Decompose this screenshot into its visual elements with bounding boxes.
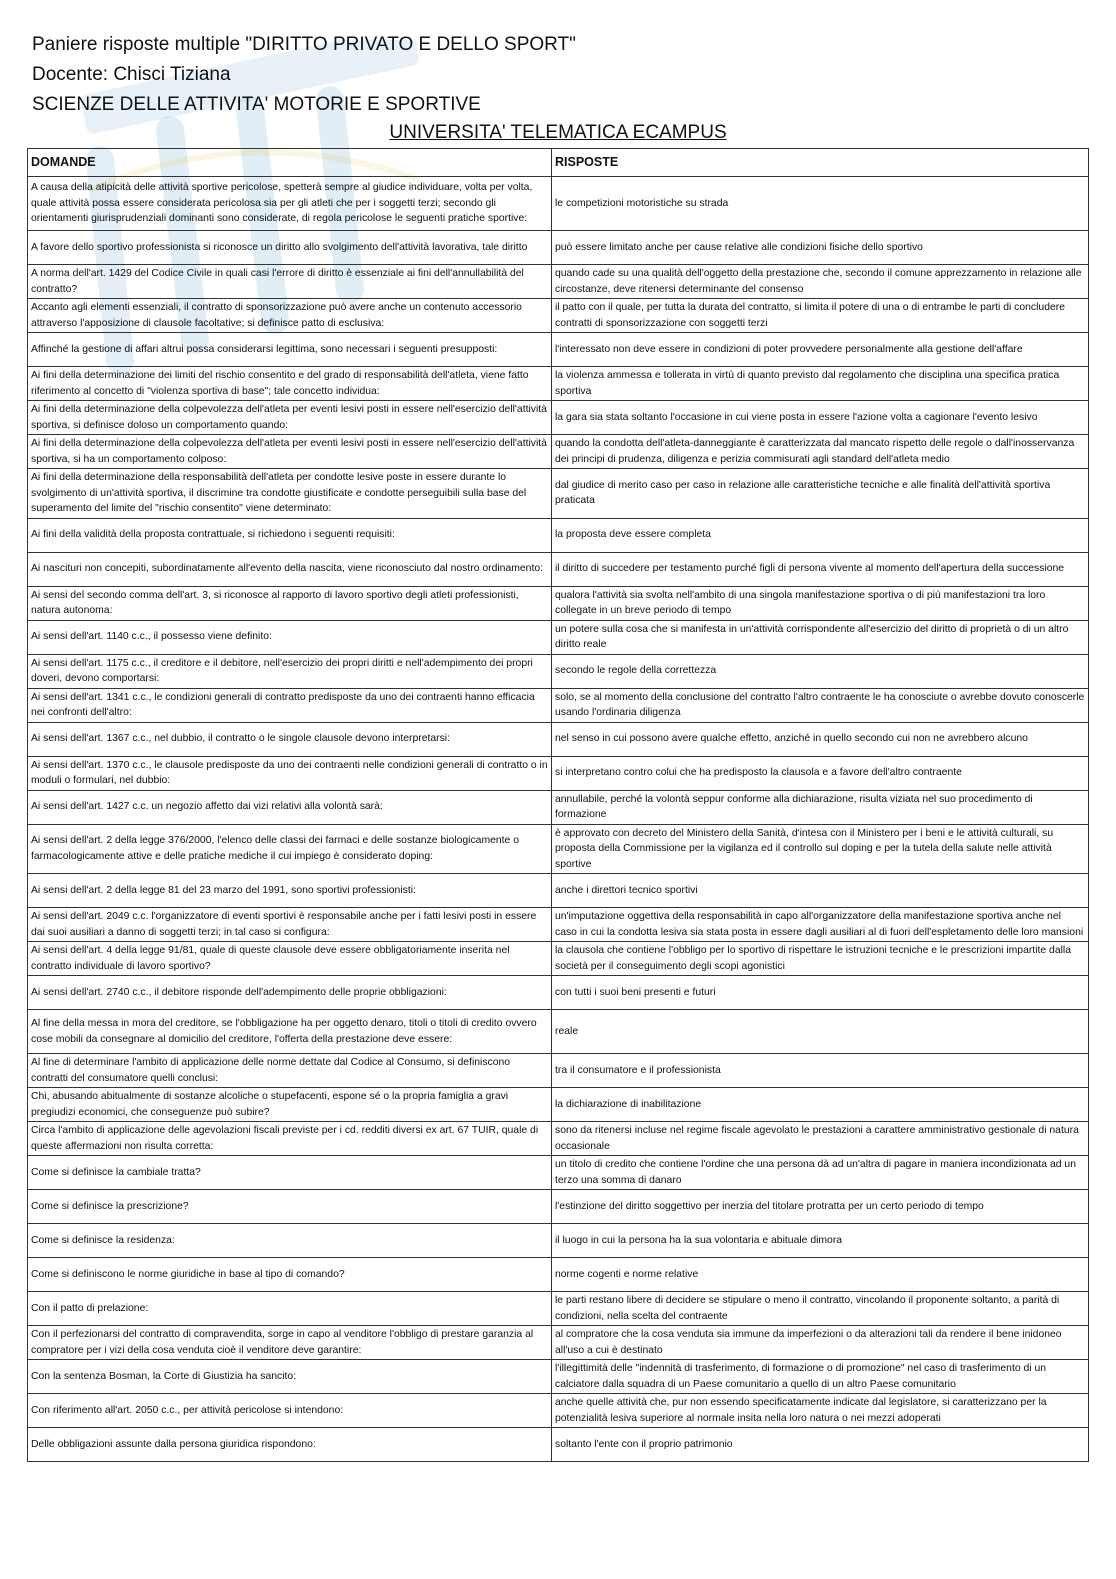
answer-cell: qualora l'attività sia svolta nell'ambito di una singola manifestazione sportiva o di più manifestazioni tra loro collegate in un breve periodo di tempo (552, 586, 1089, 620)
answer-cell: sono da ritenersi incluse nel regime fiscale agevolato le prestazioni a carattere amministrativo gestionale di natura occasionale (552, 1122, 1089, 1156)
table-row (28, 299, 1089, 333)
answer-cell: il diritto di succedere per testamento purché figli di persona vivente al momento dell'apertura della successione (552, 552, 1089, 586)
table-row (28, 1326, 1089, 1360)
table-row (28, 231, 1089, 265)
table-row (28, 401, 1089, 435)
table-row (28, 1088, 1089, 1122)
question-cell: Delle obbligazioni assunte dalla persona giuridica rispondono: (28, 1428, 552, 1462)
table-row (28, 942, 1089, 976)
column-header-answers: RISPOSTE (552, 149, 1089, 177)
table-header-row (28, 149, 1089, 177)
table-row (28, 1224, 1089, 1258)
question-cell: Ai sensi dell'art. 2 della legge 81 del 23 marzo del 1991, sono sportivi professionisti: (28, 874, 552, 908)
table-row (28, 265, 1089, 299)
table-row (28, 1156, 1089, 1190)
question-cell: Come si definiscono le norme giuridiche in base al tipo di comando? (28, 1258, 552, 1292)
answer-cell: il luogo in cui la persona ha la sua volontaria e abituale dimora (552, 1224, 1089, 1258)
table-row (28, 908, 1089, 942)
answer-cell: solo, se al momento della conclusione del contratto l'altro contraente le ha conosciute o avrebbe dovuto conoscerle usando l'ordinaria diligenza (552, 688, 1089, 722)
question-cell: Ai fini della validità della proposta contrattuale, si richiedono i seguenti requisiti: (28, 518, 552, 552)
question-cell: Ai nascituri non concepiti, subordinatamente all'evento della nascita, viene riconosciuto dal nostro ordinamento: (28, 552, 552, 586)
table-row (28, 1428, 1089, 1462)
question-cell: Ai sensi del secondo comma dell'art. 3, si riconosce al rapporto di lavoro sportivo degli atleti professionisti, natura autonoma: (28, 586, 552, 620)
table-row (28, 435, 1089, 469)
question-cell: Con la sentenza Bosman, la Corte di Giustizia ha sancito: (28, 1360, 552, 1394)
question-cell: Come si definisce la residenza: (28, 1224, 552, 1258)
question-cell: Al fine della messa in mora del creditore, se l'obbligazione ha per oggetto denaro, titoli o titoli di credito ovvero cose mobili da consegnare al domicilio del creditore, l'offerta della prestazione deve essere: (28, 1010, 552, 1054)
table-row (28, 620, 1089, 654)
answer-cell: le competizioni motoristiche su strada (552, 177, 1089, 231)
question-cell: Ai fini della determinazione della colpevolezza dell'atleta per eventi lesivi posti in essere nell'esercizio dell'attività sportiva, si ha un comportamento colposo: (28, 435, 552, 469)
answer-cell: con tutti i suoi beni presenti e futuri (552, 976, 1089, 1010)
answer-cell: soltanto l'ente con il proprio patrimonio (552, 1428, 1089, 1462)
answer-cell: l'illegittimità delle "indennità di trasferimento, di formazione o di promozione" nel caso di trasferimento di un calciatore dalla squadra di un Paese comunitario a quello di un altro Paese comunitario (552, 1360, 1089, 1394)
table-row (28, 1258, 1089, 1292)
answer-cell: la proposta deve essere completa (552, 518, 1089, 552)
table-row (28, 874, 1089, 908)
answer-cell: un titolo di credito che contiene l'ordine che una persona dà ad un'altra di pagare in maniera incondizionata ad un terzo una somma di danaro (552, 1156, 1089, 1190)
qa-table (27, 148, 1089, 1462)
table-row (28, 790, 1089, 824)
answer-cell: un'imputazione oggettiva della responsabilità in capo all'organizzatore della manifestazione sportiva anche nel caso in cui la condotta lesiva sia stata posta in essere dagli ausiliari al di fuori dell'espletamento delle loro mansioni (552, 908, 1089, 942)
table-row (28, 654, 1089, 688)
table-row (28, 1054, 1089, 1088)
question-cell: Con riferimento all'art. 2050 c.c., per attività pericolose si intendono: (28, 1394, 552, 1428)
question-cell: Con il patto di prelazione: (28, 1292, 552, 1326)
header-course-title: Paniere risposte multiple "DIRITTO PRIVATO E DELLO SPORT" (32, 34, 576, 55)
table-row (28, 1010, 1089, 1054)
question-cell: Ai sensi dell'art. 2 della legge 376/2000, l'elenco delle classi dei farmaci e delle sostanze biologicamente o farmacologicamente attive e delle pratiche mediche il cui impiego è considerato doping: (28, 824, 552, 874)
answer-cell: norme cogenti e norme relative (552, 1258, 1089, 1292)
table-row (28, 1360, 1089, 1394)
answer-cell: la clausola che contiene l'obbligo per lo sportivo di rispettare le istruzioni tecniche e le prescrizioni impartite dalla società per il conseguimento degli scopi agonistici (552, 942, 1089, 976)
table-row (28, 824, 1089, 874)
question-cell: A favore dello sportivo professionista si riconosce un diritto allo svolgimento dell'attività lavorativa, tale diritto (28, 231, 552, 265)
answer-cell: dal giudice di merito caso per caso in relazione alle caratteristiche tecniche e alle finalità dell'attività sportiva praticata (552, 469, 1089, 519)
question-cell: Chi, abusando abitualmente di sostanze alcoliche o stupefacenti, espone sé o la propria famiglia a gravi pregiudizi economici, che conseguenze può subire? (28, 1088, 552, 1122)
question-cell: A norma dell'art. 1429 del Codice Civile in quali casi l'errore di diritto è essenziale ai fini dell'annullabilità del contratto? (28, 265, 552, 299)
answer-cell: reale (552, 1010, 1089, 1054)
question-cell: Accanto agli elementi essenziali, il contratto di sponsorizzazione può avere anche un contenuto accessorio attraverso l'apposizione di clausole facoltative; si definisce patto di esclusiva: (28, 299, 552, 333)
document-header (32, 30, 1092, 120)
answer-cell: la violenza ammessa e tollerata in virtù di quanto previsto dal regolamento che disciplina una specifica pratica sportiva (552, 367, 1089, 401)
question-cell: Con il perfezionarsi del contratto di compravendita, sorge in capo al venditore l'obbligo di prestare garanzia al compratore per i vizi della cosa venduta cioè il venditore deve garantire: (28, 1326, 552, 1360)
question-cell: Ai fini della determinazione dei limiti del rischio consentito e del grado di responsabilità dell'atleta, viene fatto riferimento al concetto di "violenza sportiva di base"; tale concetto individua: (28, 367, 552, 401)
answer-cell: secondo le regole della correttezza (552, 654, 1089, 688)
table-row (28, 518, 1089, 552)
table-row (28, 976, 1089, 1010)
header-university: UNIVERSITA' TELEMATICA ECAMPUS (389, 122, 727, 143)
answer-cell: il patto con il quale, per tutta la durata del contratto, si limita il potere di una o di entrambe le parti di concludere contratti di sponsorizzazione con soggetti terzi (552, 299, 1089, 333)
answer-cell: le parti restano libere di decidere se stipulare o meno il contratto, vincolando il proponente soltanto, a parità di condizioni, nella scelta del contraente (552, 1292, 1089, 1326)
question-cell: Ai sensi dell'art. 1427 c.c. un negozio affetto dai vizi relativi alla volontà sarà: (28, 790, 552, 824)
question-cell: Come si definisce la prescrizione? (28, 1190, 552, 1224)
question-cell: Ai sensi dell'art. 2049 c.c. l'organizzatore di eventi sportivi è responsabile anche per i fatti lesivi posti in essere dai suoi ausiliari a danno di soggetti terzi; in tal caso si configura: (28, 908, 552, 942)
answer-cell: la dichiarazione di inabilitazione (552, 1088, 1089, 1122)
table-row (28, 756, 1089, 790)
table-row (28, 469, 1089, 519)
question-cell: Ai sensi dell'art. 1367 c.c., nel dubbio, il contratto o le singole clausole devono interpretarsi: (28, 722, 552, 756)
table-row (28, 333, 1089, 367)
question-cell: Ai fini della determinazione della responsabilità dell'atleta per condotte lesive poste in essere durante lo svolgimento di un'attività sportiva, il discrimine tra condotte giustificate e condotte perseguibili sulla base del superamento del limite del "rischio consentito" viene determinato: (28, 469, 552, 519)
question-cell: Ai sensi dell'art. 1370 c.c., le clausole predisposte da uno dei contraenti nelle condizioni generali di contratto o in moduli o formulari, nel dubbio: (28, 756, 552, 790)
question-cell: Ai sensi dell'art. 1341 c.c., le condizioni generali di contratto predisposte da uno dei contraenti hanno efficacia nei confronti dell'altro: (28, 688, 552, 722)
table-row (28, 367, 1089, 401)
question-cell: Affinché la gestione di affari altrui possa considerarsi legittima, sono necessari i seguenti presupposti: (28, 333, 552, 367)
question-cell: Ai sensi dell'art. 1140 c.c., il possesso viene definito: (28, 620, 552, 654)
question-cell: Ai fini della determinazione della colpevolezza dell'atleta per eventi lesivi posti in essere nell'esercizio dell'attività sportiva, si definisce doloso un comportamento quando: (28, 401, 552, 435)
table-row (28, 722, 1089, 756)
table-row (28, 1122, 1089, 1156)
table-row (28, 1190, 1089, 1224)
table-row (28, 1292, 1089, 1326)
answer-cell: anche i direttori tecnico sportivi (552, 874, 1089, 908)
question-cell: Circa l'ambito di applicazione delle agevolazioni fiscali previste per i cd. redditi diversi ex art. 67 TUIR, quale di queste affermazioni non risulta corretta: (28, 1122, 552, 1156)
answer-cell: si interpretano contro colui che ha predisposto la clausola e a favore dell'altro contraente (552, 756, 1089, 790)
table-row (28, 688, 1089, 722)
question-cell: A causa della atipicità delle attività sportive pericolose, spetterà sempre al giudice individuare, volta per volta, quale attività possa essere considerata pericolosa sia per gli atleti che per i soggetti terzi; secondo gli orientamenti giurisprudenziali dominanti sono considerate, di regola pericolose le seguenti pratiche sportive: (28, 177, 552, 231)
table-body (28, 177, 1089, 1462)
table-row (28, 1394, 1089, 1428)
table-row (28, 552, 1089, 586)
header-degree: SCIENZE DELLE ATTIVITA' MOTORIE E SPORTIVE (32, 94, 481, 115)
answer-cell: l'interessato non deve essere in condizioni di poter provvedere personalmente alla gestione dell'affare (552, 333, 1089, 367)
answer-cell: può essere limitato anche per cause relative alle condizioni fisiche dello sportivo (552, 231, 1089, 265)
question-cell: Come si definisce la cambiale tratta? (28, 1156, 552, 1190)
answer-cell: nel senso in cui possono avere qualche effetto, anziché in quello secondo cui non ne avrebbero alcuno (552, 722, 1089, 756)
question-cell: Al fine di determinare l'ambito di applicazione delle norme dettate dal Codice al Consumo, si definiscono contratti del consumatore quelli conclusi: (28, 1054, 552, 1088)
question-cell: Ai sensi dell'art. 1175 c.c., il creditore e il debitore, nell'esercizio dei propri diritti e nell'adempimento dei propri doveri, devono comportarsi: (28, 654, 552, 688)
question-cell: Ai sensi dell'art. 2740 c.c., il debitore risponde dell'adempimento delle proprie obbligazioni: (28, 976, 552, 1010)
answer-cell: tra il consumatore e il professionista (552, 1054, 1089, 1088)
answer-cell: è approvato con decreto del Ministero della Sanità, d'intesa con il Ministero per i beni e le attività culturali, su proposta della Commissione per la vigilanza ed il controllo sul doping e per la tutela della salute nelle attività sportive (552, 824, 1089, 874)
answer-cell: quando cade su una qualità dell'oggetto della prestazione che, secondo il comune apprezzamento in relazione alle circostanze, deve ritenersi determinante del consenso (552, 265, 1089, 299)
answer-cell: anche quelle attività che, pur non essendo specificatamente indicate dal legislatore, si caratterizzano per la potenzialità lesiva superiore al normale insita nella loro natura o nei mezzi adoperati (552, 1394, 1089, 1428)
answer-cell: un potere sulla cosa che si manifesta in un'attività corrispondente all'esercizio del diritto di proprietà o di un altro diritto reale (552, 620, 1089, 654)
answer-cell: l'estinzione del diritto soggettivo per inerzia del titolare protratta per un certo periodo di tempo (552, 1190, 1089, 1224)
answer-cell: quando la condotta dell'atleta-danneggiante è caratterizzata dal mancato rispetto delle regole o dall'inosservanza dei principi di prudenza, diligenza e perizia commisurati agli standard dell'atleta medio (552, 435, 1089, 469)
answer-cell: al compratore che la cosa venduta sia immune da imperfezioni o da alterazioni tali da rendere il bene inidoneo all'uso a cui è destinato (552, 1326, 1089, 1360)
answer-cell: la gara sia stata soltanto l'occasione in cui viene posta in essere l'azione volta a cagionare l'evento lesivo (552, 401, 1089, 435)
table-row (28, 177, 1089, 231)
header-teacher: Docente: Chisci Tiziana (32, 64, 231, 85)
table-row (28, 586, 1089, 620)
answer-cell: annullabile, perché la volontà seppur conforme alla dichiarazione, risulta viziata nel suo procedimento di formazione (552, 790, 1089, 824)
question-cell: Ai sensi dell'art. 4 della legge 91/81, quale di queste clausole deve essere obbligatoriamente inserita nel contratto individuale di lavoro sportivo? (28, 942, 552, 976)
column-header-questions: DOMANDE (28, 149, 552, 177)
